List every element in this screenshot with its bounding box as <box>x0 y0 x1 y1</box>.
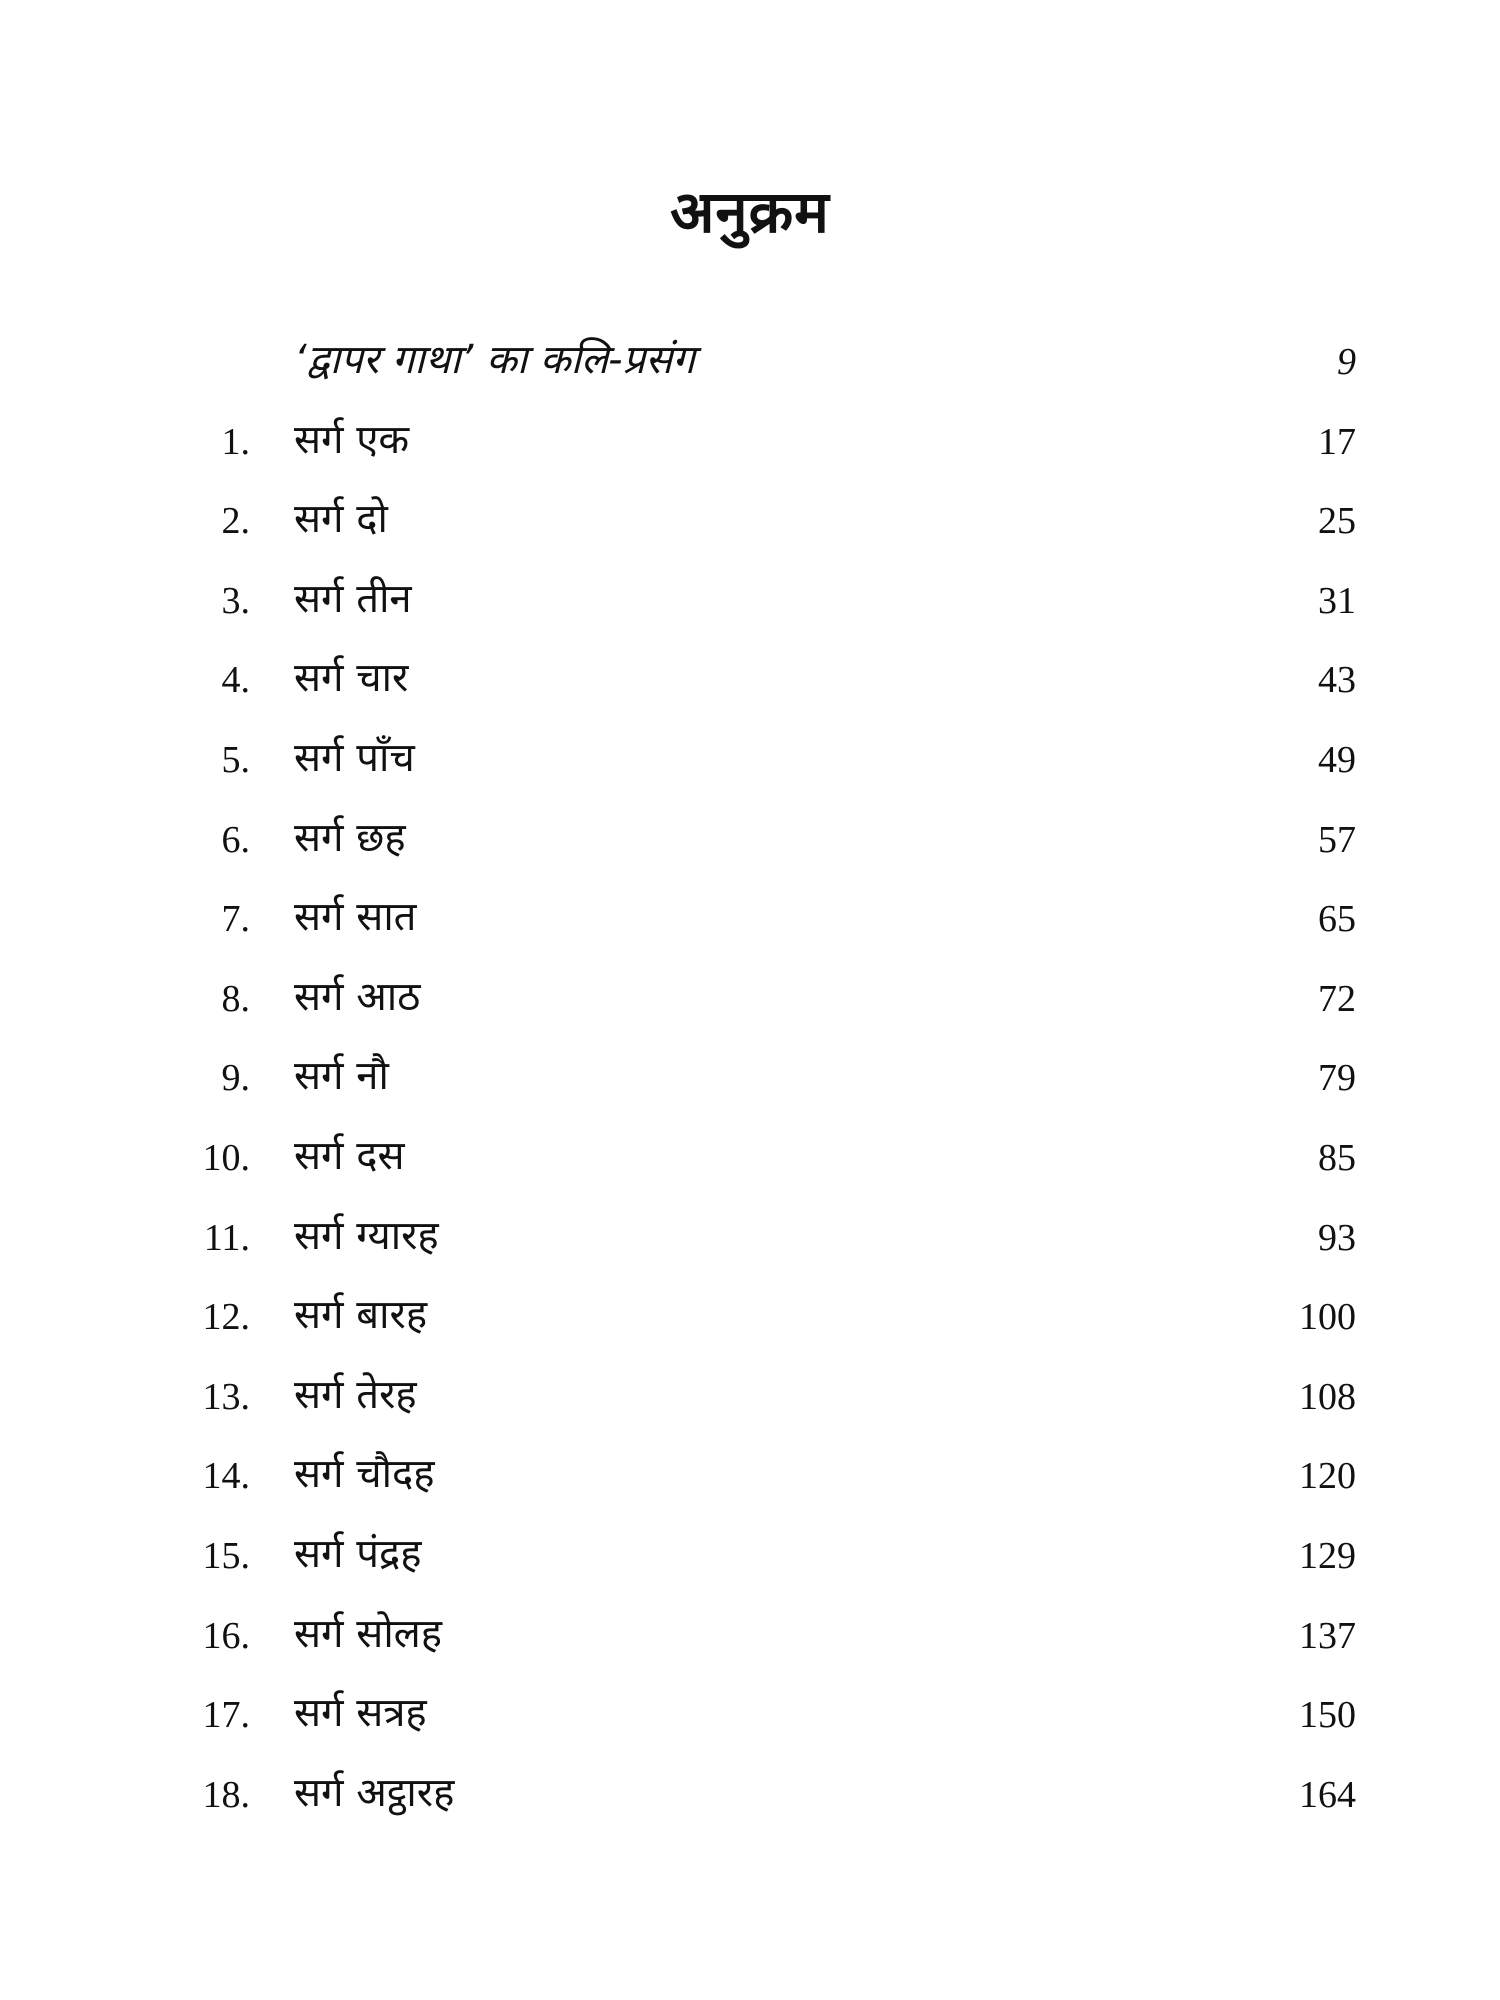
toc-entry-number: 1. <box>221 420 250 463</box>
toc-entry-number: 14. <box>202 1455 250 1498</box>
toc-entry-number: 17. <box>202 1694 250 1737</box>
toc-entry-number: 5. <box>221 738 250 781</box>
toc-entry-page: 108 <box>1299 1375 1356 1418</box>
toc-entry-label: सर्ग पाँच <box>294 734 415 781</box>
table-of-contents <box>0 322 1500 1834</box>
toc-entry-label: सर्ग चार <box>294 655 409 702</box>
toc-entry-label: सर्ग सात <box>294 894 417 941</box>
toc-entry-label: सर्ग तेरह <box>294 1371 417 1418</box>
toc-entry-label: सर्ग छह <box>294 814 406 861</box>
toc-entry-number: 8. <box>221 977 250 1020</box>
toc-entry-page: 17 <box>1318 420 1356 463</box>
toc-entry-page: 137 <box>1299 1614 1356 1657</box>
toc-entry-page: 100 <box>1299 1296 1356 1339</box>
toc-entry-number: 6. <box>221 818 250 861</box>
toc-entry-page: 31 <box>1318 579 1356 622</box>
toc-entry-number: 9. <box>221 1057 250 1100</box>
toc-entry-number: 10. <box>202 1136 250 1179</box>
toc-entry[interactable] <box>0 1277 1500 1357</box>
toc-entry-label: सर्ग चौदह <box>294 1451 435 1498</box>
toc-entry-intro[interactable] <box>0 322 1500 402</box>
toc-entry-label: सर्ग सोलह <box>294 1610 443 1657</box>
toc-entry-page: 9 <box>1337 341 1356 383</box>
toc-entry[interactable] <box>0 800 1500 880</box>
toc-entry-number: 16. <box>202 1614 250 1657</box>
toc-entry[interactable] <box>0 1118 1500 1198</box>
toc-entry[interactable] <box>0 1675 1500 1755</box>
toc-entry[interactable] <box>0 720 1500 800</box>
toc-entry-label: सर्ग बारह <box>294 1292 428 1339</box>
toc-entry-page: 43 <box>1318 659 1356 702</box>
toc-entry-label: सर्ग सत्रह <box>294 1690 427 1737</box>
toc-entry-page: 72 <box>1318 977 1356 1020</box>
toc-entry[interactable] <box>0 402 1500 482</box>
toc-entry-page: 164 <box>1299 1773 1356 1816</box>
toc-entry-page: 85 <box>1318 1136 1356 1179</box>
toc-entry[interactable] <box>0 1198 1500 1278</box>
toc-entry-page: 93 <box>1318 1216 1356 1259</box>
toc-entry-number: 18. <box>202 1773 250 1816</box>
toc-entry-page: 129 <box>1299 1534 1356 1577</box>
toc-entry[interactable] <box>0 1596 1500 1676</box>
toc-entry[interactable] <box>0 1436 1500 1516</box>
toc-entry-label: सर्ग नौ <box>294 1053 389 1100</box>
toc-entry-number: 12. <box>202 1296 250 1339</box>
toc-entry-label: सर्ग अट्ठारह <box>294 1769 455 1816</box>
toc-entry[interactable] <box>0 1755 1500 1835</box>
toc-entry-label: ‘द्वापर गाथा’ का कलि-प्रसंग <box>294 337 695 383</box>
toc-entry[interactable] <box>0 561 1500 641</box>
toc-entry-number: 4. <box>221 659 250 702</box>
toc-entry-number: 11. <box>203 1216 250 1259</box>
toc-entry-page: 150 <box>1299 1694 1356 1737</box>
toc-entry-number: 15. <box>202 1534 250 1577</box>
toc-entry[interactable] <box>0 1516 1500 1596</box>
toc-entry-label: सर्ग दो <box>294 496 388 543</box>
toc-entry[interactable] <box>0 1038 1500 1118</box>
toc-entry-page: 49 <box>1318 738 1356 781</box>
toc-entry[interactable] <box>0 481 1500 561</box>
toc-entry-label: सर्ग एक <box>294 416 410 463</box>
toc-entry-page: 57 <box>1318 818 1356 861</box>
toc-entry[interactable] <box>0 879 1500 959</box>
toc-entry-page: 120 <box>1299 1455 1356 1498</box>
toc-entry-number: 7. <box>221 898 250 941</box>
toc-entry-label: सर्ग पंद्रह <box>294 1530 422 1577</box>
toc-entry[interactable] <box>0 1357 1500 1437</box>
toc-entry[interactable] <box>0 959 1500 1039</box>
toc-entry-page: 25 <box>1318 500 1356 543</box>
toc-entry-label: सर्ग तीन <box>294 575 412 622</box>
toc-entry[interactable] <box>0 640 1500 720</box>
toc-entry-label: सर्ग ग्यारह <box>294 1212 439 1259</box>
toc-entry-number: 13. <box>202 1375 250 1418</box>
toc-entry-number: 2. <box>221 500 250 543</box>
toc-entry-number: 3. <box>221 579 250 622</box>
toc-entry-label: सर्ग दस <box>294 1132 405 1179</box>
toc-entry-page: 79 <box>1318 1057 1356 1100</box>
page-title: अनुक्रम <box>670 178 830 246</box>
toc-entry-label: सर्ग आठ <box>294 973 421 1020</box>
toc-entry-page: 65 <box>1318 898 1356 941</box>
